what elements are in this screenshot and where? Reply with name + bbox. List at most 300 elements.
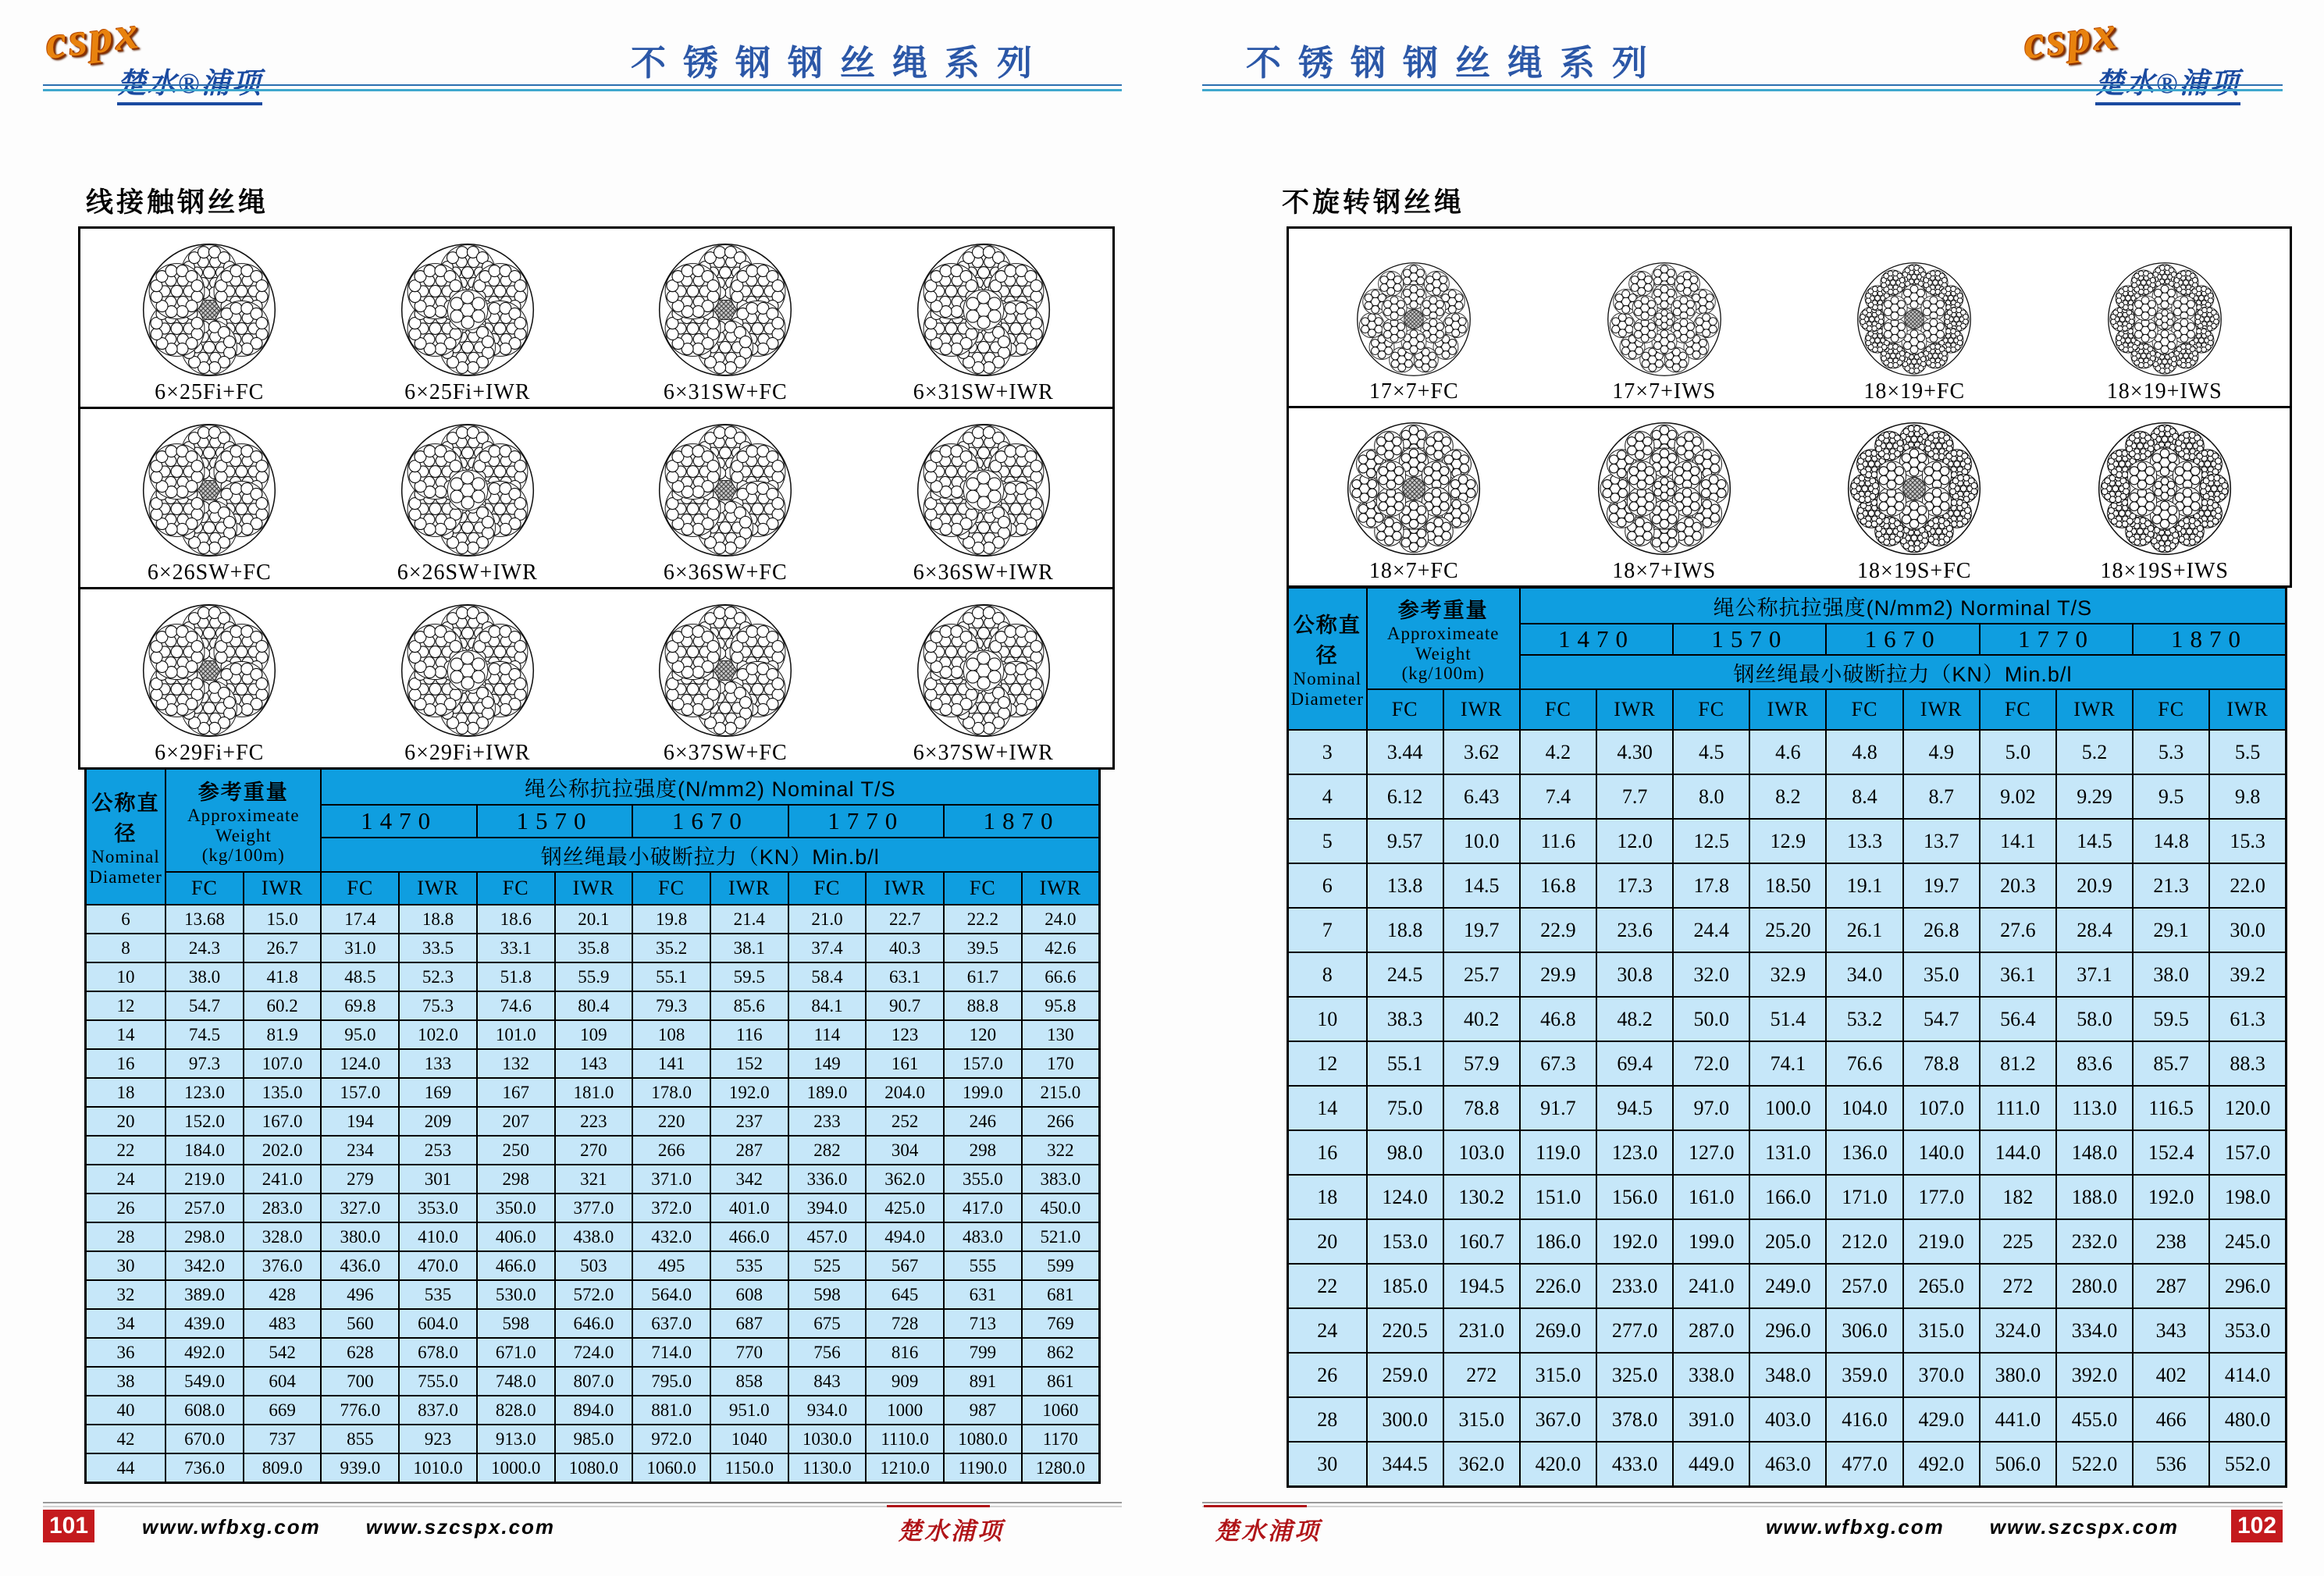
rope-label: 6×37SW+IWR (913, 741, 1054, 766)
iwr-col-header: IWR (2209, 689, 2286, 730)
value-cell: 88.3 (2209, 1041, 2286, 1086)
rope-diagram-cell (1789, 229, 2040, 406)
value-cell: 736.0 (165, 1453, 244, 1483)
value-cell: 97.3 (165, 1049, 244, 1078)
value-cell: 266 (632, 1136, 710, 1165)
rope-cross-section (2094, 418, 2236, 560)
value-cell: 161 (866, 1049, 944, 1078)
data-row (1288, 774, 2287, 819)
value-cell: 55.1 (632, 962, 710, 991)
value-cell: 140.0 (1903, 1130, 1980, 1175)
rope-diagram-cell (1289, 229, 1539, 406)
value-cell: 913.0 (477, 1425, 555, 1453)
value-cell: 9.02 (1980, 774, 2056, 819)
page-title: 不锈钢钢丝绳系列 (631, 44, 1050, 83)
value-cell: 362.0 (866, 1165, 944, 1194)
value-cell: 53.2 (1826, 997, 1902, 1041)
value-cell: 25.20 (1749, 908, 1826, 952)
value-cell: 220.5 (1367, 1308, 1443, 1353)
value-cell: 246 (944, 1107, 1022, 1136)
value-cell: 51.4 (1749, 997, 1826, 1041)
value-cell: 769 (1022, 1309, 1100, 1338)
value-cell: 383.0 (1022, 1165, 1100, 1194)
value-cell: 433.0 (1596, 1442, 1673, 1487)
value-cell: 91.7 (1520, 1086, 1596, 1130)
logo-chinese-text: 楚水®浦项 (117, 59, 262, 105)
value-cell: 249.0 (1749, 1264, 1826, 1308)
value-cell: 280.0 (2056, 1264, 2133, 1308)
value-cell: 58.0 (2056, 997, 2133, 1041)
value-cell: 252 (866, 1107, 944, 1136)
rope-label: 6×31SW+IWR (913, 380, 1054, 405)
iwr-col-header: IWR (1443, 689, 1520, 730)
value-cell: 269.0 (1520, 1308, 1596, 1353)
value-cell: 101.0 (477, 1020, 555, 1049)
value-cell: 298 (944, 1136, 1022, 1165)
value-cell: 535 (710, 1251, 788, 1280)
diameter-cell: 12 (1288, 1041, 1367, 1086)
value-cell: 324.0 (1980, 1308, 2056, 1353)
data-row (86, 1136, 1100, 1165)
value-cell: 799 (944, 1338, 1022, 1367)
data-row (1288, 952, 2287, 997)
url-wfbxg: www.wfbxg.com (1766, 1515, 1945, 1539)
value-cell: 463.0 (1749, 1442, 1826, 1487)
value-cell: 202.0 (244, 1136, 322, 1165)
value-cell: 492.0 (165, 1338, 244, 1367)
value-cell: 8.7 (1903, 774, 1980, 819)
value-cell: 253 (399, 1136, 477, 1165)
value-cell: 1150.0 (710, 1453, 788, 1483)
strength-header: 绳公称抗拉强度(N/mm2) Norminal T/S (1520, 588, 2287, 624)
value-cell: 28.4 (2056, 908, 2133, 952)
data-row (1288, 1442, 2287, 1487)
value-cell: 38.0 (2133, 952, 2209, 997)
value-cell: 809.0 (244, 1453, 322, 1483)
value-cell: 296.0 (1749, 1308, 1826, 1353)
rope-row (80, 229, 1112, 409)
value-cell: 380.0 (1980, 1353, 2056, 1397)
value-cell: 450.0 (1022, 1194, 1100, 1222)
value-cell: 1060.0 (632, 1453, 710, 1483)
value-cell: 304 (866, 1136, 944, 1165)
value-cell: 891 (944, 1367, 1022, 1396)
value-cell: 436.0 (321, 1251, 399, 1280)
iwr-col-header: IWR (1596, 689, 1673, 730)
value-cell: 420.0 (1520, 1442, 1596, 1487)
value-cell: 466.0 (710, 1222, 788, 1251)
value-cell: 828.0 (477, 1396, 555, 1425)
value-cell: 724.0 (555, 1338, 633, 1367)
rope-row (80, 589, 1112, 767)
value-cell: 1280.0 (1022, 1453, 1100, 1483)
value-cell: 75.3 (399, 991, 477, 1020)
value-cell: 31.0 (321, 934, 399, 962)
rope-cross-section (1343, 418, 1485, 560)
value-cell: 67.3 (1520, 1041, 1596, 1086)
strength-header: 绳公称抗拉强度(N/mm2) Nominal T/S (321, 769, 1099, 806)
value-cell: 107.0 (244, 1049, 322, 1078)
value-cell: 414.0 (2209, 1353, 2286, 1397)
url-szcspx: www.szcspx.com (365, 1515, 556, 1539)
value-cell: 48.5 (321, 962, 399, 991)
data-row (1288, 908, 2287, 952)
value-cell: 54.7 (165, 991, 244, 1020)
value-cell: 241.0 (244, 1165, 322, 1194)
data-row (1288, 1130, 2287, 1175)
value-cell: 81.9 (244, 1020, 322, 1049)
fc-col-header: FC (321, 872, 399, 905)
value-cell: 776.0 (321, 1396, 399, 1425)
value-cell: 78.8 (1903, 1041, 1980, 1086)
value-cell: 13.68 (165, 905, 244, 934)
value-cell: 1060 (1022, 1396, 1100, 1425)
value-cell: 4.2 (1520, 730, 1596, 774)
value-cell: 480.0 (2209, 1397, 2286, 1442)
value-cell: 628 (321, 1338, 399, 1367)
grade-header: 1870 (2133, 624, 2286, 655)
fc-col-header: FC (1520, 689, 1596, 730)
iwr-col-header: IWR (1022, 872, 1100, 905)
value-cell: 18.6 (477, 905, 555, 934)
value-cell: 522.0 (2056, 1442, 2133, 1487)
rope-cross-section (397, 599, 539, 742)
min-break-header: 钢丝绳最小破断拉力（KN）Min.b/l (1520, 655, 2287, 689)
value-cell: 4.8 (1826, 730, 1902, 774)
value-cell: 66.6 (1022, 962, 1100, 991)
value-cell: 192.0 (710, 1078, 788, 1107)
value-cell: 951.0 (710, 1396, 788, 1425)
fc-col-header: FC (1367, 689, 1443, 730)
value-cell: 855 (321, 1425, 399, 1453)
iwr-col-header: IWR (399, 872, 477, 905)
data-row (86, 1078, 1100, 1107)
value-cell: 26.7 (244, 934, 322, 962)
rope-label: 6×26SW+IWR (397, 560, 538, 585)
value-cell: 608 (710, 1280, 788, 1309)
value-cell: 36.1 (1980, 952, 2056, 997)
value-cell: 13.7 (1903, 819, 1980, 863)
data-row (1288, 1353, 2287, 1397)
value-cell: 1030.0 (788, 1425, 867, 1453)
value-cell: 149 (788, 1049, 867, 1078)
data-row (86, 1020, 1100, 1049)
value-cell: 20.9 (2056, 863, 2133, 908)
value-cell: 300.0 (1367, 1397, 1443, 1442)
value-cell: 939.0 (321, 1453, 399, 1483)
diameter-cell: 30 (1288, 1442, 1367, 1487)
data-row (1288, 730, 2287, 774)
value-cell: 483 (244, 1309, 322, 1338)
value-cell: 1000 (866, 1396, 944, 1425)
diameter-header: 公称直径 Nominal Diameter (86, 769, 166, 905)
rope-diagram-cell (80, 589, 339, 767)
value-cell: 713 (944, 1309, 1022, 1338)
value-cell: 26.8 (1903, 908, 1980, 952)
rope-diagram-box-right (1287, 226, 2292, 588)
value-cell: 85.7 (2133, 1041, 2209, 1086)
value-cell: 12.9 (1749, 819, 1826, 863)
data-row (86, 1049, 1100, 1078)
value-cell: 177.0 (1903, 1175, 1980, 1219)
value-cell: 432.0 (632, 1222, 710, 1251)
rope-diagram-cell (855, 589, 1113, 767)
diameter-cell: 18 (1288, 1175, 1367, 1219)
value-cell: 535 (399, 1280, 477, 1309)
rope-cross-section (654, 599, 796, 742)
value-cell: 560 (321, 1309, 399, 1338)
value-cell: 131.0 (1749, 1130, 1826, 1175)
value-cell: 1040 (710, 1425, 788, 1453)
value-cell: 42.6 (1022, 934, 1100, 962)
diameter-cell: 38 (86, 1367, 166, 1396)
value-cell: 182 (1980, 1175, 2056, 1219)
header-rule (1202, 84, 2283, 91)
value-cell: 220 (632, 1107, 710, 1136)
value-cell: 22.2 (944, 905, 1022, 934)
value-cell: 103.0 (1443, 1130, 1520, 1175)
rope-diagram-cell (1539, 408, 1790, 585)
rope-diagram-cell (80, 229, 339, 407)
section-title-non-rotating: 不旋转钢丝绳 (1282, 187, 1465, 218)
value-cell: 39.2 (2209, 952, 2286, 997)
value-cell: 972.0 (632, 1425, 710, 1453)
value-cell: 133 (399, 1049, 477, 1078)
value-cell: 1130.0 (788, 1453, 867, 1483)
value-cell: 74.1 (1749, 1041, 1826, 1086)
grade-header: 1770 (1980, 624, 2133, 655)
value-cell: 219.0 (165, 1165, 244, 1194)
value-cell: 194 (321, 1107, 399, 1136)
value-cell: 13.8 (1367, 863, 1443, 908)
value-cell: 483.0 (944, 1222, 1022, 1251)
data-row (86, 905, 1100, 934)
rope-cross-section (397, 239, 539, 381)
value-cell: 394.0 (788, 1194, 867, 1222)
value-cell: 1170 (1022, 1425, 1100, 1453)
value-cell: 934.0 (788, 1396, 867, 1425)
value-cell: 102.0 (399, 1020, 477, 1049)
rope-diagram-box-left (78, 226, 1115, 770)
value-cell: 26.1 (1826, 908, 1902, 952)
rope-label: 6×36SW+IWR (913, 560, 1054, 585)
value-cell: 5.5 (2209, 730, 2286, 774)
value-cell: 90.7 (866, 991, 944, 1020)
rope-diagram-cell (596, 409, 855, 587)
value-cell: 39.5 (944, 934, 1022, 962)
value-cell: 807.0 (555, 1367, 633, 1396)
value-cell: 1080.0 (555, 1453, 633, 1483)
value-cell: 272 (1443, 1353, 1520, 1397)
grade-header: 1870 (944, 805, 1100, 838)
value-cell: 38.1 (710, 934, 788, 962)
value-cell: 737 (244, 1425, 322, 1453)
value-cell: 564.0 (632, 1280, 710, 1309)
diameter-cell: 10 (1288, 997, 1367, 1041)
diameter-cell: 14 (86, 1020, 166, 1049)
value-cell: 15.0 (244, 905, 322, 934)
value-cell: 153.0 (1367, 1219, 1443, 1264)
value-cell: 61.7 (944, 962, 1022, 991)
value-cell: 170 (1022, 1049, 1100, 1078)
value-cell: 438.0 (555, 1222, 633, 1251)
diameter-cell: 20 (86, 1107, 166, 1136)
value-cell: 205.0 (1749, 1219, 1826, 1264)
value-cell: 301 (399, 1165, 477, 1194)
value-cell: 376.0 (244, 1251, 322, 1280)
diameter-cell: 42 (86, 1425, 166, 1453)
rope-cross-section (1353, 258, 1475, 380)
rope-cross-section (138, 419, 280, 561)
data-row (86, 962, 1100, 991)
value-cell: 37.4 (788, 934, 867, 962)
value-cell: 14.5 (1443, 863, 1520, 908)
value-cell: 52.3 (399, 962, 477, 991)
value-cell: 816 (866, 1338, 944, 1367)
value-cell: 250 (477, 1136, 555, 1165)
signature-rule (1204, 1505, 1307, 1507)
diameter-cell: 4 (1288, 774, 1367, 819)
value-cell: 325.0 (1596, 1353, 1673, 1397)
value-cell: 681 (1022, 1280, 1100, 1309)
value-cell: 466.0 (477, 1251, 555, 1280)
value-cell: 343 (2133, 1308, 2209, 1353)
value-cell: 344.5 (1367, 1442, 1443, 1487)
data-row (1288, 863, 2287, 908)
value-cell: 321 (555, 1165, 633, 1194)
value-cell: 645 (866, 1280, 944, 1309)
value-cell: 41.8 (244, 962, 322, 991)
value-cell: 238 (2133, 1219, 2209, 1264)
value-cell: 669 (244, 1396, 322, 1425)
value-cell: 315.0 (1443, 1397, 1520, 1442)
value-cell: 4.9 (1903, 730, 1980, 774)
iwr-col-header: IWR (1903, 689, 1980, 730)
value-cell: 862 (1022, 1338, 1100, 1367)
diameter-cell: 30 (86, 1251, 166, 1280)
value-cell: 234 (321, 1136, 399, 1165)
value-cell: 466 (2133, 1397, 2209, 1442)
value-cell: 181.0 (555, 1078, 633, 1107)
value-cell: 362.0 (1443, 1442, 1520, 1487)
data-row (86, 1165, 1100, 1194)
value-cell: 756 (788, 1338, 867, 1367)
data-row (86, 1367, 1100, 1396)
value-cell: 455.0 (2056, 1397, 2133, 1442)
iwr-col-header: IWR (866, 872, 944, 905)
value-cell: 60.2 (244, 991, 322, 1020)
value-cell: 272 (1980, 1264, 2056, 1308)
value-cell: 425.0 (866, 1194, 944, 1222)
value-cell: 287.0 (1673, 1308, 1749, 1353)
page-number-badge: 102 (2231, 1510, 2283, 1542)
value-cell: 85.6 (710, 991, 788, 1020)
value-cell: 406.0 (477, 1222, 555, 1251)
value-cell: 94.5 (1596, 1086, 1673, 1130)
value-cell: 350.0 (477, 1194, 555, 1222)
value-cell: 637.0 (632, 1309, 710, 1338)
value-cell: 552.0 (2209, 1442, 2286, 1487)
breaking-force-table-right (1287, 586, 2287, 1488)
value-cell: 207 (477, 1107, 555, 1136)
data-row (86, 934, 1100, 962)
value-cell: 184.0 (165, 1136, 244, 1165)
value-cell: 18.8 (399, 905, 477, 934)
data-row (1288, 1219, 2287, 1264)
value-cell: 157.0 (321, 1078, 399, 1107)
value-cell: 151.0 (1520, 1175, 1596, 1219)
value-cell: 167 (477, 1078, 555, 1107)
iwr-col-header: IWR (555, 872, 633, 905)
value-cell: 283.0 (244, 1194, 322, 1222)
value-cell: 37.1 (2056, 952, 2133, 997)
value-cell: 287 (2133, 1264, 2209, 1308)
value-cell: 20.1 (555, 905, 633, 934)
value-cell: 186.0 (1520, 1219, 1596, 1264)
value-cell: 12.0 (1596, 819, 1673, 863)
value-cell: 141 (632, 1049, 710, 1078)
value-cell: 17.4 (321, 905, 399, 934)
value-cell: 78.8 (1443, 1086, 1520, 1130)
value-cell: 232.0 (2056, 1219, 2133, 1264)
value-cell: 416.0 (1826, 1397, 1902, 1442)
rope-cross-section (2104, 258, 2226, 380)
value-cell: 495 (632, 1251, 710, 1280)
value-cell: 120.0 (2209, 1086, 2286, 1130)
value-cell: 108 (632, 1020, 710, 1049)
diameter-cell: 16 (1288, 1130, 1367, 1175)
value-cell: 95.8 (1022, 991, 1100, 1020)
value-cell: 348.0 (1749, 1353, 1826, 1397)
value-cell: 124.0 (321, 1049, 399, 1078)
diameter-cell: 18 (86, 1078, 166, 1107)
rope-cross-section (1843, 418, 1985, 560)
value-cell: 355.0 (944, 1165, 1022, 1194)
value-cell: 402 (2133, 1353, 2209, 1397)
value-cell: 11.6 (1520, 819, 1596, 863)
logo-cspx-text: cspx (2020, 5, 2122, 69)
value-cell: 219.0 (1903, 1219, 1980, 1264)
diameter-cell: 8 (1288, 952, 1367, 997)
value-cell: 429.0 (1903, 1397, 1980, 1442)
brand-signature (1215, 1511, 1321, 1546)
section-title-line-contact: 线接触钢丝绳 (86, 187, 269, 218)
footer-rule (1202, 1502, 2283, 1507)
footer-urls (142, 1515, 600, 1539)
rope-cross-section (1853, 258, 1975, 380)
value-cell: 492.0 (1903, 1442, 1980, 1487)
value-cell: 104.0 (1826, 1086, 1902, 1130)
value-cell: 13.3 (1826, 819, 1902, 863)
diameter-cell: 28 (86, 1222, 166, 1251)
value-cell: 19.1 (1826, 863, 1902, 908)
value-cell: 298 (477, 1165, 555, 1194)
value-cell: 171.0 (1826, 1175, 1902, 1219)
diameter-cell: 6 (86, 905, 166, 934)
value-cell: 119.0 (1520, 1130, 1596, 1175)
value-cell: 353.0 (399, 1194, 477, 1222)
value-cell: 675 (788, 1309, 867, 1338)
rope-cross-section (138, 599, 280, 742)
value-cell: 56.4 (1980, 997, 2056, 1041)
rope-label: 6×37SW+FC (663, 741, 788, 766)
value-cell: 148.0 (2056, 1130, 2133, 1175)
rope-label: 6×36SW+FC (663, 560, 788, 585)
value-cell: 678.0 (399, 1338, 477, 1367)
value-cell: 477.0 (1826, 1442, 1902, 1487)
fc-col-header: FC (788, 872, 867, 905)
value-cell: 199.0 (944, 1078, 1022, 1107)
